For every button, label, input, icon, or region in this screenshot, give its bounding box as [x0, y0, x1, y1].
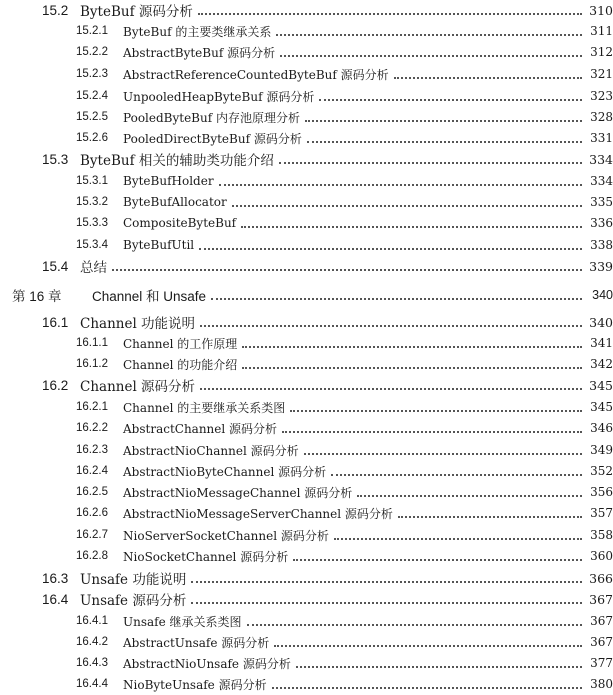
toc-entry-title: Channel 的主要继承关系类图	[123, 400, 286, 415]
toc-entry[interactable]	[0, 333, 613, 353]
dot-leader	[200, 386, 582, 390]
toc-entry[interactable]	[0, 128, 613, 148]
toc-entry-page: 357	[590, 506, 613, 520]
toc-entry-page: 360	[590, 549, 613, 563]
toc-entry-number: 第 16 章	[12, 289, 62, 304]
toc-entry-title: AbstractChannel 源码分析	[123, 421, 278, 436]
toc-entry-page: 356	[590, 485, 613, 499]
dot-leader	[276, 32, 582, 36]
dot-leader	[296, 664, 582, 668]
dot-leader	[247, 622, 582, 626]
dot-leader	[198, 11, 582, 15]
toc-entry[interactable]	[0, 107, 613, 127]
toc-entry[interactable]	[0, 149, 613, 169]
toc-entry-page: 328	[590, 110, 613, 124]
toc-entry-number: 15.2.4	[76, 90, 108, 102]
dot-leader	[357, 493, 582, 497]
toc-entry-page: 349	[590, 443, 613, 457]
toc-entry[interactable]	[0, 482, 613, 502]
toc-entry-number: 16.2.4	[76, 465, 108, 477]
toc-entry-page: 346	[590, 421, 613, 435]
toc-entry-number: 16.2.7	[76, 529, 108, 541]
dot-leader	[290, 408, 582, 412]
toc-entry-number: 16.2.5	[76, 486, 108, 498]
toc-entry-number: 16.1	[42, 314, 69, 330]
toc-entry-number: 15.3.4	[76, 239, 108, 251]
toc-entry-page: 380	[590, 677, 613, 691]
toc-entry-number: 16.4.2	[76, 636, 108, 648]
toc-entry-number: 16.4.4	[76, 678, 108, 690]
dot-leader	[200, 323, 582, 327]
toc-entry-number: 16.2.8	[76, 550, 108, 562]
toc-entry-title: Unsafe 继承关系类图	[123, 614, 242, 629]
toc-entry-title: ByteBuf 源码分析	[80, 4, 193, 20]
toc-entry-page: 352	[590, 464, 613, 478]
toc-entry-number: 16.2.3	[76, 444, 108, 456]
toc-entry-number: 16.1.2	[76, 358, 108, 370]
dot-leader	[191, 579, 582, 583]
toc-entry-number: 16.4.1	[76, 615, 108, 627]
toc-entry[interactable]	[0, 375, 613, 395]
dot-leader	[293, 557, 582, 561]
toc-entry-page: 345	[589, 377, 613, 393]
toc-entry-page: 367	[590, 635, 613, 649]
dot-leader	[334, 536, 582, 540]
dot-leader	[307, 139, 582, 143]
toc-entry-title: NioSocketChannel 源码分析	[123, 549, 289, 564]
toc-entry[interactable]	[0, 461, 613, 481]
toc-entry[interactable]	[0, 674, 613, 694]
toc-entry-page: 377	[590, 656, 613, 670]
toc-entry-title: ByteBufAllocator	[123, 195, 227, 209]
toc-entry-number: 15.2	[42, 2, 69, 18]
toc-entry-title: Unsafe 功能说明	[80, 572, 187, 588]
toc-entry-page: 367	[590, 614, 613, 628]
toc-entry-page: 331	[590, 131, 613, 145]
toc-entry-title: Channel 和 Unsafe	[92, 289, 207, 304]
dot-leader	[274, 643, 582, 647]
toc-entry-page: 366	[589, 570, 613, 586]
toc-entry-title: AbstractNioUnsafe 源码分析	[123, 656, 291, 671]
toc-entry-title: 总结	[80, 260, 107, 276]
toc-entry-number: 15.3.1	[76, 175, 108, 187]
toc-entry[interactable]	[0, 632, 613, 652]
toc-entry-page: 339	[589, 258, 613, 274]
dot-leader	[242, 365, 582, 369]
toc-entry-number: 15.2.1	[76, 25, 108, 37]
toc-entry[interactable]	[0, 568, 613, 588]
dot-leader	[398, 514, 582, 518]
toc-entry[interactable]	[0, 418, 613, 438]
toc-entry-title: AbstractNioMessageServerChannel 源码分析	[123, 506, 393, 521]
toc-entry[interactable]	[0, 312, 613, 332]
toc-entry[interactable]	[0, 440, 613, 460]
dot-leader	[282, 429, 582, 433]
toc-entry[interactable]	[0, 611, 613, 631]
dot-leader	[304, 451, 582, 455]
toc-entry-number: 15.3.3	[76, 217, 108, 229]
toc-entry-number: 15.2.5	[76, 111, 108, 123]
toc-entry-page: 338	[590, 238, 613, 252]
dot-leader	[305, 118, 582, 122]
toc-entry-number: 15.3.2	[76, 196, 108, 208]
toc-entry-page: 345	[590, 400, 613, 414]
dot-leader	[211, 296, 582, 300]
toc-entry-page: 312	[590, 45, 613, 59]
toc-entry-page: 358	[590, 528, 613, 542]
toc-entry-title: AbstractByteBuf 源码分析	[123, 45, 276, 60]
toc-entry-title: PooledByteBuf 内存池原理分析	[123, 110, 300, 125]
toc-entry-number: 16.2	[42, 377, 69, 393]
toc-entry-page: 341	[590, 336, 613, 350]
toc-entry-title: PooledDirectByteBuf 源码分析	[123, 131, 302, 146]
toc-entry-page: 336	[590, 216, 613, 230]
toc-entry[interactable]	[0, 503, 613, 523]
dot-leader	[279, 160, 582, 164]
toc-entry-number: 16.2.2	[76, 422, 108, 434]
dot-leader	[280, 53, 582, 57]
toc-entry[interactable]	[0, 42, 613, 62]
toc-entry-number: 16.2.1	[76, 401, 108, 413]
toc-entry[interactable]	[0, 235, 613, 255]
toc-entry-title: ByteBuf 相关的辅助类功能介绍	[80, 153, 274, 169]
dot-leader	[331, 472, 582, 476]
toc-entry-title: UnpooledHeapByteBuf 源码分析	[123, 89, 315, 104]
toc-entry-title: NioServerSocketChannel 源码分析	[123, 528, 329, 543]
toc-entry-title: NioByteUnsafe 源码分析	[123, 677, 267, 692]
toc-entry-title: AbstractReferenceCountedByteBuf 源码分析	[123, 67, 389, 82]
dot-leader	[232, 203, 582, 207]
toc-entry-title: ByteBuf 的主要类继承关系	[123, 24, 272, 39]
toc-entry[interactable]	[0, 285, 613, 305]
toc-entry[interactable]	[0, 0, 613, 20]
toc-entry-page: 340	[589, 314, 613, 330]
toc-entry-title: AbstractUnsafe 源码分析	[123, 635, 270, 650]
toc-entry-number: 16.2.6	[76, 507, 108, 519]
toc-entry[interactable]	[0, 525, 613, 545]
toc-entry[interactable]	[0, 213, 613, 233]
toc-entry-title: Channel 源码分析	[80, 379, 196, 395]
toc-entry-page: 334	[590, 174, 613, 188]
toc-entry-title: AbstractNioChannel 源码分析	[123, 443, 299, 458]
toc-entry-number: 16.3	[42, 570, 69, 586]
toc-entry[interactable]	[0, 653, 613, 673]
toc-entry-title: ByteBufHolder	[123, 174, 214, 188]
dot-leader	[191, 600, 582, 604]
toc-entry[interactable]	[0, 64, 613, 84]
toc-entry-page: 310	[589, 2, 613, 18]
toc-entry-page: 340	[592, 288, 613, 302]
toc-entry-title: AbstractNioMessageChannel 源码分析	[123, 485, 353, 500]
toc-entry[interactable]	[0, 256, 613, 276]
toc-entry-number: 16.1.1	[76, 337, 108, 349]
toc-entry-number: 16.4	[42, 591, 69, 607]
toc-entry-page: 342	[590, 357, 613, 371]
toc-entry[interactable]	[0, 86, 613, 106]
toc-entry[interactable]	[0, 397, 613, 417]
toc-entry-number: 16.4.3	[76, 657, 108, 669]
toc-entry-number: 15.2.2	[76, 46, 108, 58]
toc-entry-number: 15.2.6	[76, 132, 108, 144]
dot-leader	[319, 97, 582, 101]
toc-entry-page: 335	[590, 195, 613, 209]
toc-entry-title: Channel 的工作原理	[123, 336, 238, 351]
toc-entry-page: 323	[590, 89, 613, 103]
dot-leader	[394, 75, 582, 79]
dot-leader	[242, 344, 582, 348]
toc-entry[interactable]	[0, 192, 613, 212]
toc-entry-title: Channel 的功能介绍	[123, 357, 238, 372]
toc-entry-page: 334	[589, 151, 613, 167]
toc-entry[interactable]	[0, 21, 613, 41]
toc-entry-title: ByteBufUtil	[123, 238, 195, 252]
toc-entry-title: AbstractNioByteChannel 源码分析	[123, 464, 327, 479]
toc-entry-page: 321	[590, 67, 613, 81]
toc-entry[interactable]	[0, 171, 613, 191]
dot-leader	[219, 182, 582, 186]
toc-entry-title: Unsafe 源码分析	[80, 593, 187, 609]
toc-entry-title: CompositeByteBuf	[123, 216, 237, 230]
toc-entry-page: 311	[590, 24, 613, 38]
toc-entry[interactable]	[0, 354, 613, 374]
toc-entry-number: 15.2.3	[76, 68, 108, 80]
toc-entry-title: Channel 功能说明	[80, 316, 196, 332]
dot-leader	[272, 685, 582, 689]
dot-leader	[199, 246, 582, 250]
toc-entry[interactable]	[0, 589, 613, 609]
dot-leader	[241, 224, 582, 228]
toc-entry-number: 15.3	[42, 151, 69, 167]
dot-leader	[112, 267, 582, 271]
toc-entry-number: 15.4	[42, 258, 69, 274]
toc-entry-page: 367	[589, 591, 613, 607]
toc-entry[interactable]	[0, 546, 613, 566]
